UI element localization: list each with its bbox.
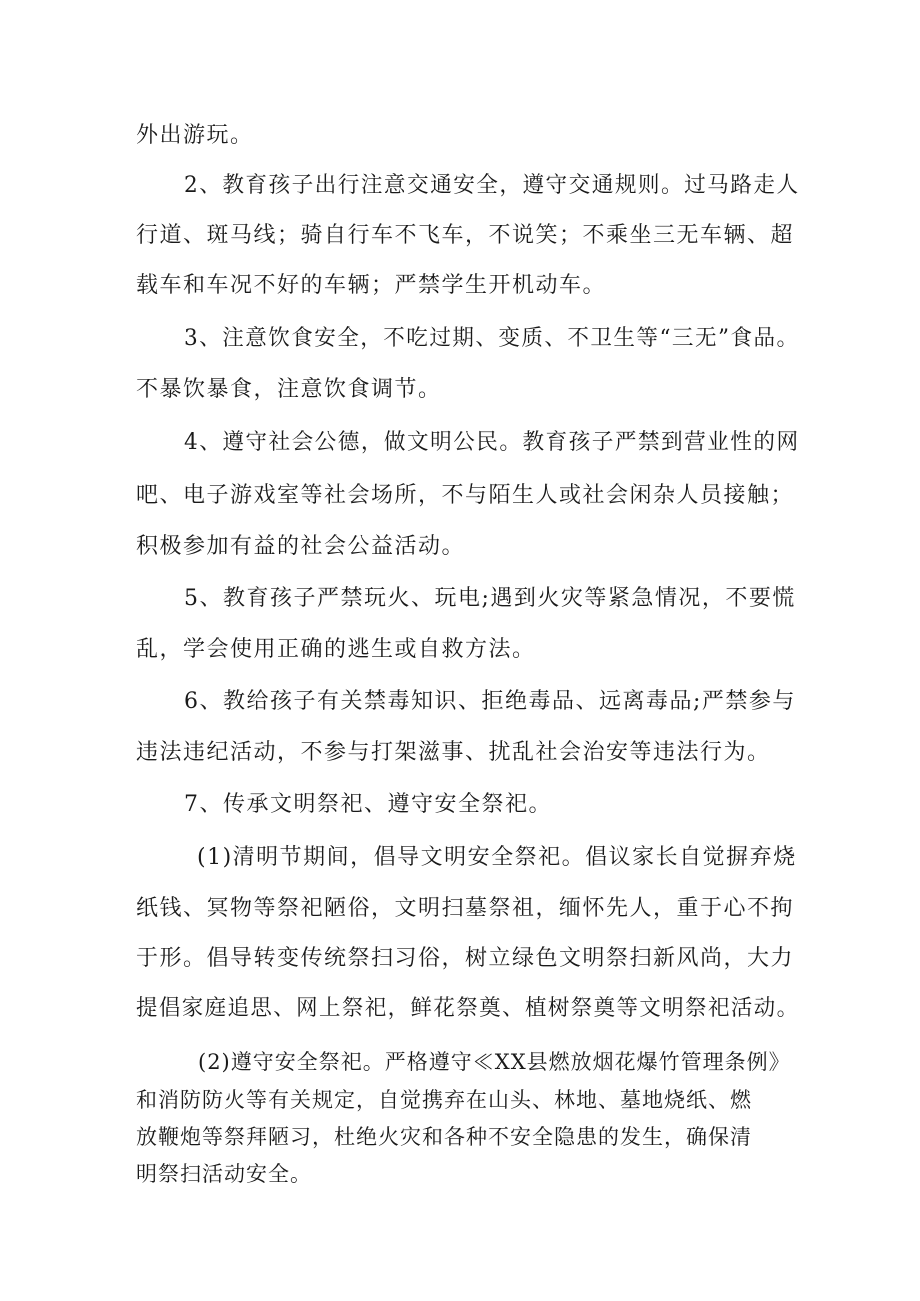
text-line: 明祭扫活动安全。: [136, 1162, 312, 1186]
text-line: (1)清明节期间，倡导文明安全祭祀。倡议家长自觉摒弃烧: [197, 845, 797, 870]
text-line: 3、注意饮食安全，不吃过期、变质、不卫生等“三无”食品。: [184, 326, 800, 351]
text-line: (2)遵守安全祭祀。严格遵守≪XX县燃放烟花爆竹管理条例》: [198, 1050, 791, 1074]
text-line: 于形。倡导转变传统祭扫习俗，树立绿色文明祭扫新风尚，大力: [136, 946, 795, 971]
text-line: 载车和车况不好的车辆；严禁学生开机动车。: [136, 273, 607, 298]
text-line: 2、教育孩子出行注意交通安全，遵守交通规则。过马路走人: [184, 173, 800, 198]
text-line: 吧、电子游戏室等社会场所，不与陌生人或社会闲杂人员接触；: [136, 483, 795, 508]
text-line: 乱，学会使用正确的逃生或自救方法。: [136, 637, 536, 662]
text-line: 积极参加有益的社会公益活动。: [136, 534, 466, 559]
text-line: 外出游玩。: [136, 123, 254, 148]
text-line: 不暴饮暴食，注意饮食调节。: [136, 377, 442, 402]
text-line: 纸钱、冥物等祭祀陋俗，文明扫墓祭祖，缅怀先人，重于心不拘: [136, 896, 795, 921]
text-line: 行道、斑马线；骑自行车不飞车，不说笑；不乘坐三无车辆、超: [136, 223, 795, 248]
text-line: 5、教育孩子严禁玩火、玩电;遇到火灾等紧急情况，不要慌: [184, 586, 796, 611]
text-line: 4、遵守社会公德，做文明公民。教育孩子严禁到营业性的网: [184, 430, 800, 455]
text-line: 提倡家庭追思、网上祭祀，鲜花祭奠、植树祭奠等文明祭祀活动。: [136, 996, 800, 1021]
text-line: 和消防防火等有关规定，自觉携弃在山头、林地、墓地烧纸、燃: [136, 1088, 752, 1112]
text-line: 违法违纪活动，不参与打架滋事、扰乱社会治安等违法行为。: [136, 740, 771, 765]
text-line: 6、教给孩子有关禁毒知识、拒绝毒品、远离毒品;严禁参与: [184, 689, 796, 714]
text-line: 7、传承文明祭祀、遵守安全祭祀。: [184, 792, 552, 817]
text-line: 放鞭炮等祭拜陋习，杜绝火灾和各种不安全隐患的发生，确保清: [136, 1125, 752, 1149]
